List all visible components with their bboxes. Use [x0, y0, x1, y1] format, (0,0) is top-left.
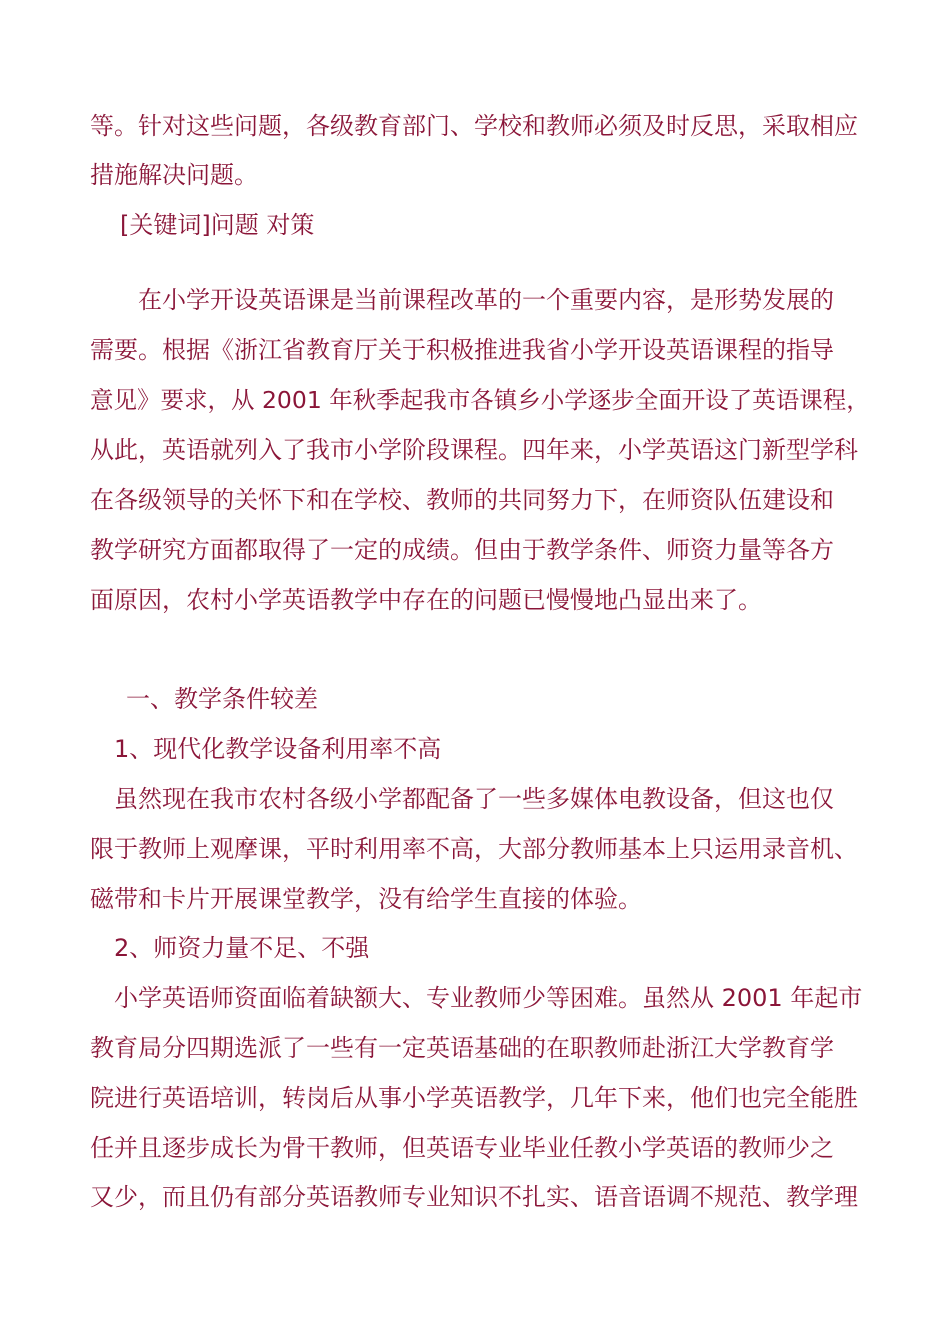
- section1-heading: 一、教学条件较差: [126, 685, 318, 713]
- sub2-heading: 2、师资力量不足、不强: [114, 934, 370, 962]
- sub1-line-2: 限于教师上观摩课，平时利用率不高，大部分教师基本上只运用录音机、: [90, 835, 858, 863]
- intro-line-1: 在小学开设英语课是当前课程改革的一个重要内容，是形势发展的: [138, 286, 834, 314]
- sub2-line-4: 任并且逐步成长为骨干教师，但英语专业毕业任教小学英语的教师少之: [90, 1134, 834, 1162]
- intro-line-7: 面原因，农村小学英语教学中存在的问题已慢慢地凸显出来了。: [90, 586, 762, 614]
- intro-line-5: 在各级领导的关怀下和在学校、教师的共同努力下，在师资队伍建设和: [90, 486, 834, 514]
- intro-line-6: 教学研究方面都取得了一定的成绩。但由于教学条件、师资力量等各方: [90, 536, 834, 564]
- intro-line-3: 意见》要求，从 2001 年秋季起我市各镇乡小学逐步全面开设了英语课程，: [90, 386, 870, 414]
- sub2-line-5: 又少，而且仍有部分英语教师专业知识不扎实、语音语调不规范、教学理: [90, 1183, 858, 1211]
- sub2-line-1: 小学英语师资面临着缺额大、专业教师少等困难。虽然从 2001 年起市: [114, 984, 863, 1012]
- intro-line-2: 需要。根据《浙江省教育厅关于积极推进我省小学开设英语课程的指导: [90, 336, 834, 364]
- keywords-line: [关键词]问题 对策: [120, 211, 315, 239]
- abstract-line-2: 措施解决问题。: [90, 161, 258, 189]
- sub1-line-3: 磁带和卡片开展课堂教学，没有给学生直接的体验。: [90, 885, 642, 913]
- sub1-heading: 1、现代化教学设备利用率不高: [114, 735, 442, 763]
- intro-line-4: 从此，英语就列入了我市小学阶段课程。四年来，小学英语这门新型学科: [90, 436, 858, 464]
- sub2-line-2: 教育局分四期选派了一些有一定英语基础的在职教师赴浙江大学教育学: [90, 1034, 834, 1062]
- sub2-line-3: 院进行英语培训，转岗后从事小学英语教学，几年下来，他们也完全能胜: [90, 1084, 858, 1112]
- sub1-line-1: 虽然现在我市农村各级小学都配备了一些多媒体电教设备，但这也仅: [114, 785, 834, 813]
- abstract-line-1: 等。针对这些问题，各级教育部门、学校和教师必须及时反思，采取相应: [90, 112, 858, 140]
